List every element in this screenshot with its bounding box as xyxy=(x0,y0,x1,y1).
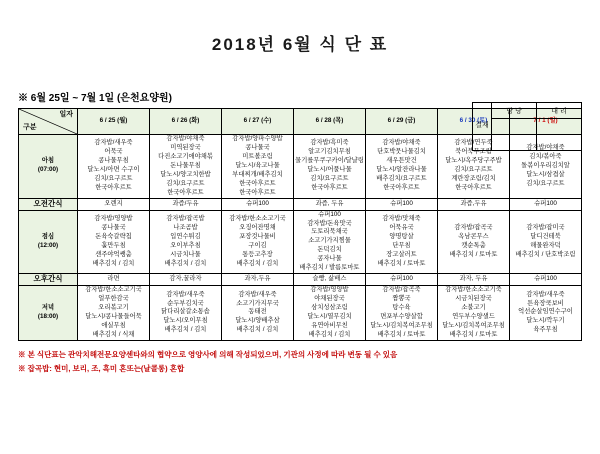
day-header-3: 6 / 28 (목) xyxy=(294,109,366,135)
cell-dinner-5: 감자밥/한소소고기죽 시금치된장국 소불고기 연두부수양샐드 달노시/김치복여조무침 배추김치 / 토마토 xyxy=(438,286,510,341)
row-label-morning-snack: 오전간식 xyxy=(19,198,78,210)
footnote-1: ※ 잡곡밥: 현미, 보리, 조, 흑미 혼또는(날콜롱) 혼합 xyxy=(18,364,185,373)
day-header-1: 6 / 26 (화) xyxy=(150,109,222,135)
day-header-2: 6 / 27 (수) xyxy=(222,109,294,135)
cell-morning-snack-5: 과즙,두유 xyxy=(438,198,510,210)
day-header-4: 6 / 29 (금) xyxy=(366,109,438,135)
row-label-lunch: 점심 (12:00) xyxy=(19,210,78,274)
cell-breakfast-3: 감자밥/흑미죽 알고기김치무침 물기를무쿠구카이/달냘링 달노시/어풀나물 김치/요구르트 한국아후르트 xyxy=(294,135,366,199)
cell-afternoon-snack-2: 과자,두유 xyxy=(222,274,294,286)
footnotes xyxy=(18,348,582,377)
cell-lunch-1: 감자밥/잡곡밥 나조곰밥 입연수튀김 오이부추침 시금치나물 배추김치 / 김치 xyxy=(150,210,222,274)
corner-type-label: 구분 xyxy=(23,124,37,132)
cell-lunch-4: 감자밥/맛채죽 어묵유국 양명탕살 단무침 장고살러트 배추김치 / 토마토 xyxy=(366,210,438,274)
approval-vertical-label: 결재 xyxy=(473,103,492,151)
cell-morning-snack-0: 오렌지 xyxy=(78,198,150,210)
cell-dinner-0: 감자밥/한소소고기국 얼푸한감국 오리볶고기 달노시/콩나물들어묵 애실무침 배추김치 / 식채 xyxy=(78,286,150,341)
cell-breakfast-6: 감자밥/야채죽 김치/볶아죽 돌볶이우리김치알 달노시/삼겹살 김치/요구르트 xyxy=(510,135,582,199)
period-label: ※ 6월 25일 ~ 7월 1일 (은천요양원) xyxy=(18,93,172,104)
cell-morning-snack-1: 과즙/두유 xyxy=(150,198,222,210)
approval-sign-0[interactable] xyxy=(492,119,537,151)
cell-lunch-0: 감자밥/영양밥 콩나물국 돈육숙갈략칩 훌만두침 샌주야억쌩춤 배추김치 / 김치 xyxy=(78,210,150,274)
cell-dinner-3: 감자밥/영양밥 야채된장국 삼치성삼조림 달노시/열무김치 유연아비무친 배추김치 / 김치 xyxy=(294,286,366,341)
day-header-0: 6 / 25 (월) xyxy=(78,109,150,135)
cell-breakfast-2: 감자밥/양파수양밥 콩나물국 미트볼조림 달노시/육고나물 부대찌개/배추김치 한국아후르트 한국아후르트 xyxy=(222,135,294,199)
corner-header xyxy=(19,109,78,135)
cell-afternoon-snack-5: 과자, 두유 xyxy=(438,274,510,286)
cell-morning-snack-3: 과즙, 두유 xyxy=(294,198,366,210)
cell-breakfast-1: 감자밥/야채죽 미역된장국 다진소고기애야채볶 돈나물무침 달노시/양고치한밥 김치/요구르트 한국아후르트 xyxy=(150,135,222,199)
cell-morning-snack-4: 슈퍼100 xyxy=(366,198,438,210)
cell-dinner-6: 감자밥/새우죽 튼육장쿡보비 억선순살임연수구이 달노시/깍두기 육주무침 xyxy=(510,286,582,341)
row-label-afternoon-snack: 오후간식 xyxy=(19,274,78,286)
cell-dinner-4: 감자밥/잡곡죽 짬뽕국 탕수육 면포부수양살합 달노시/김치복여조무침 배추김치 / 토마토 xyxy=(366,286,438,341)
approval-col-0: 담 당 xyxy=(492,103,537,119)
page-title: 2018년 6월 식 단 표 xyxy=(211,35,389,54)
cell-afternoon-snack-4: 슈퍼100 xyxy=(366,274,438,286)
cell-dinner-2: 감자밥/새우죽 소고기가지무국 동태전 달노시/양배추삼 배추김치 / 김치 xyxy=(222,286,294,341)
day-header-5: 6 / 30 (토) xyxy=(438,109,510,135)
approval-table xyxy=(472,102,582,151)
table-row-morning-snack xyxy=(19,198,582,210)
approval-sign-1[interactable] xyxy=(537,119,582,151)
menu-table-body xyxy=(19,135,582,341)
cell-afternoon-snack-6: 슈퍼100 xyxy=(510,274,582,286)
cell-breakfast-0: 감자밥/새우죽 어묵국 콩나물무침 달노시/아면 수구이 김치/요구르트 한국아후르트 xyxy=(78,135,150,199)
footnote-0: ※ 본 식단표는 관악치해전문요양센타와의 협약으로 영양사에 의해 작성되었으며, 기관의 사정에 따라 변동 될 수 있음 xyxy=(18,349,398,359)
day-header-6: 7 / 1 (일) xyxy=(510,109,582,135)
cell-afternoon-snack-3: 슬빵, 삶배스 xyxy=(294,274,366,286)
cell-lunch-3: 슈퍼100 감자밥/돈육맛국 도토리묵채국 소고기가지찜물 돈덕김치 콩자나물 배추김치 / 발름토마토 xyxy=(294,210,366,274)
cell-afternoon-snack-1: 감자,꿀라자 xyxy=(150,274,222,286)
row-label-dinner: 저녁 (18:00) xyxy=(19,286,78,341)
cell-breakfast-4: 감자밥/야채죽 단호박뭇나물김치 새우튼맛건 달노시/알잔라나물 배추김치/요구르트 한국아후르트 xyxy=(366,135,438,199)
cell-breakfast-5: 감자밥/연두죽 북어북무조림 달노시/옥주당구주밥 김치/요구르트 계란장조림/김치 한국아후르트 xyxy=(438,135,510,199)
approval-box xyxy=(472,102,582,151)
approval-col-1: 대 리 xyxy=(537,103,582,119)
table-row-dinner xyxy=(19,286,582,341)
cell-dinner-1: 감자밥/새우죽 순두부김치국 닭다리살갈소통솝 달노시/오이무침 배추김치 / 김치 xyxy=(150,286,222,341)
cell-lunch-5: 감자밥/잡곡국 옥남콘무스 캣순톡춤 배추김치 / 토마토 xyxy=(438,210,510,274)
cell-morning-snack-6: 슈퍼100 xyxy=(510,198,582,210)
cell-lunch-2: 감자밥/한소소고기국 오징어잔명채 포장것나물비 구이김 통등고추장 배추김치 / 김치 xyxy=(222,210,294,274)
menu-document xyxy=(0,30,600,454)
cell-morning-snack-2: 슈퍼100 xyxy=(222,198,294,210)
corner-day-label: 일자 xyxy=(59,111,73,118)
cell-afternoon-snack-0: 라면 xyxy=(78,274,150,286)
table-row-lunch xyxy=(19,210,582,274)
cell-lunch-6: 감자밥/잡미국 달디건테북 해물완자덕 배추김치 / 단호박조림 xyxy=(510,210,582,274)
table-row-afternoon-snack xyxy=(19,274,582,286)
row-label-breakfast: 아침 (07:00) xyxy=(19,135,78,199)
